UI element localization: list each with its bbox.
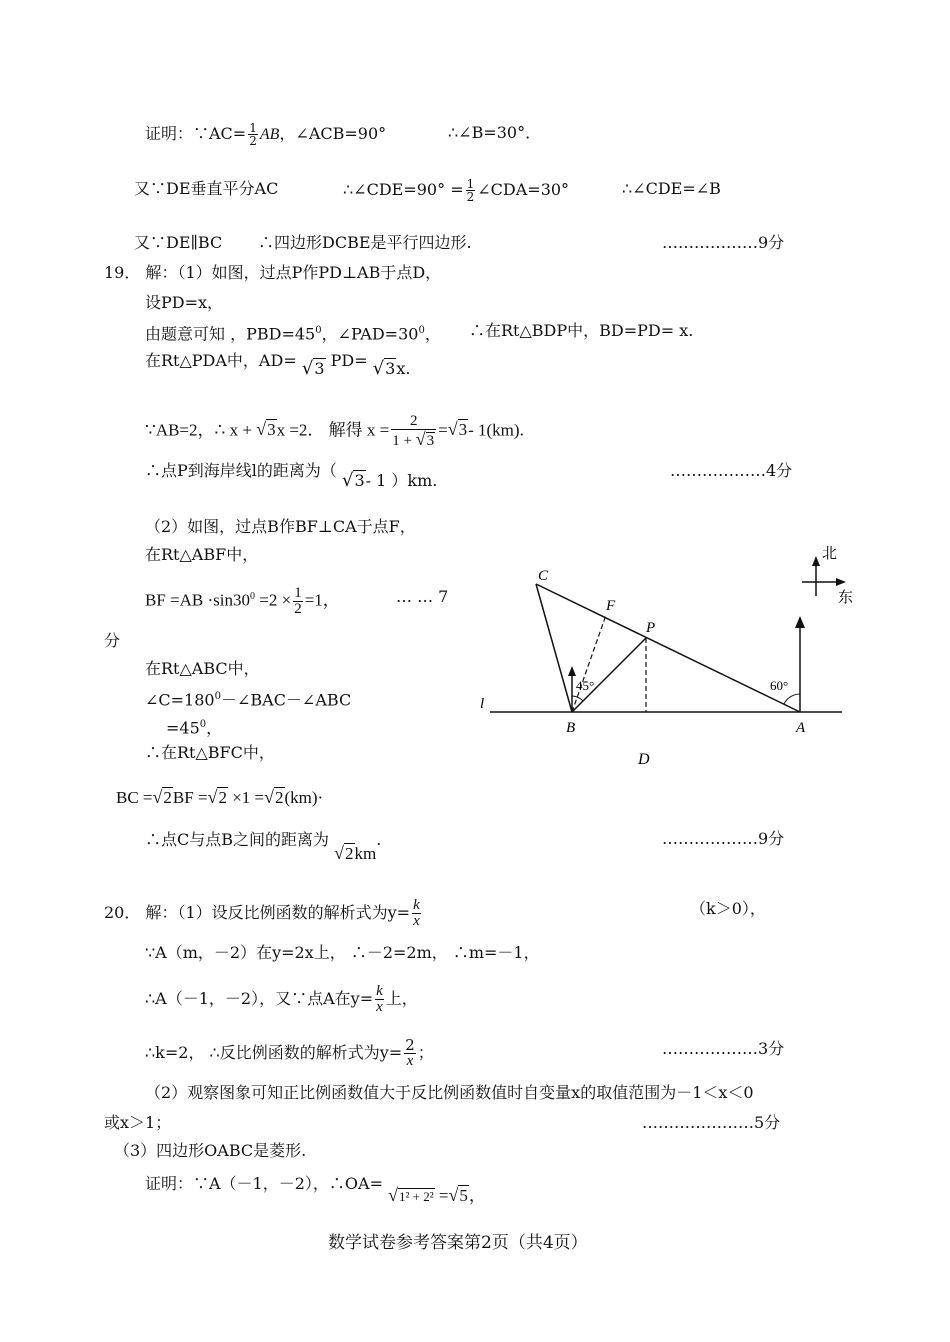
q19-part2: （2）如图，过点B作BF⊥CA于点F，	[145, 517, 416, 536]
fraction-k-over-x	[412, 898, 421, 929]
fraction-k-over-x	[375, 984, 384, 1015]
score-9: ………………9分	[662, 829, 785, 848]
label-F: F	[606, 598, 616, 614]
radicand: 3	[314, 359, 325, 378]
q19-line	[145, 828, 382, 863]
text: ∵AB=2，∴ x +	[145, 420, 252, 440]
label-north: 北	[822, 546, 838, 562]
radicand: 2	[218, 788, 227, 807]
proof-line-2-c: ∴∠CDE=∠B	[622, 179, 721, 198]
text: 证明：∵A（－1，－2），∴OA=	[145, 1174, 383, 1193]
denominator: x	[413, 913, 420, 929]
denominator: 2	[294, 601, 302, 618]
q20-line	[145, 984, 418, 1015]
q19-line	[145, 686, 351, 711]
score-3: ………………3分	[662, 1039, 785, 1058]
text: PD=	[330, 351, 368, 370]
angle-arc-60	[784, 694, 800, 704]
numerator: 2	[391, 414, 436, 430]
sqrt-2	[334, 842, 354, 865]
radical-sign: √	[334, 843, 344, 863]
arrowhead	[795, 616, 805, 628]
text: =2 ×	[259, 590, 292, 610]
text: BF =	[172, 788, 208, 807]
radical-sign: √	[448, 1185, 459, 1205]
radical-sign: √	[341, 470, 354, 491]
label-D: D	[638, 751, 650, 768]
text: 1 +	[392, 433, 412, 449]
text: ∴A（－1，－2），又∵点A在y=	[145, 989, 374, 1008]
sqrt-3	[302, 358, 326, 380]
proof-line-1-conclusion: ∴∠B=30°．	[448, 123, 542, 142]
sqrt-2	[153, 786, 173, 809]
label-C: C	[538, 568, 549, 584]
radical-sign: √	[256, 419, 267, 440]
sqrt-3	[448, 418, 468, 441]
distance-value	[334, 844, 376, 863]
q20-header	[104, 898, 423, 929]
label-east: 东	[838, 590, 854, 606]
geometry-figure	[470, 540, 860, 776]
q19-line	[145, 320, 441, 345]
text: ∴k=2， ∴反比例函数的解析式为y=	[145, 1043, 403, 1062]
degree: 0	[199, 719, 207, 730]
fraction-half	[466, 178, 476, 203]
radical-sign: √	[207, 787, 218, 807]
text: 由题意可知 ，PBD=45	[145, 324, 316, 344]
score-7: … … 7	[396, 587, 449, 606]
text: - 1	[365, 471, 387, 490]
denominator: x	[376, 999, 383, 1015]
text: BC =	[116, 788, 153, 807]
text: =	[438, 420, 448, 440]
denominator	[391, 430, 436, 449]
q20-part3: （3）四边形OABC是菱形.	[114, 1141, 307, 1160]
q19-line: 在Rt△ABC中，	[145, 659, 260, 678]
sqrt-3	[256, 418, 276, 441]
label-A: A	[796, 720, 806, 736]
fraction-half	[248, 122, 258, 147]
q20-line: ∵A（m，－2）在y=2x上， ∴－2=2m， ∴m=－1，	[145, 943, 540, 962]
text: .	[376, 830, 382, 849]
numerator: 1	[294, 585, 302, 602]
q20-line	[145, 1038, 434, 1069]
sqrt-2	[208, 786, 228, 809]
segment-CB	[536, 584, 572, 712]
sqrt-3	[373, 358, 397, 380]
radical-sign: √	[388, 1185, 398, 1205]
degree: 0	[418, 325, 425, 336]
numerator: 2	[405, 1036, 415, 1054]
text: x =	[366, 420, 390, 440]
sqrt-3	[416, 430, 435, 449]
text: 上，	[385, 989, 418, 1008]
numerator: 1	[466, 177, 475, 191]
text: km	[354, 844, 377, 863]
text: ；	[417, 1043, 434, 1062]
score-9: ………………9分	[662, 233, 785, 252]
fraction-solution	[391, 414, 436, 449]
q19-line: ∴在Rt△BFC中，	[145, 743, 275, 762]
angle-arc-45	[572, 696, 583, 701]
ab-label: AB	[259, 126, 280, 143]
text: BF =AB ·sin30	[145, 590, 250, 610]
radicand: 3	[385, 359, 396, 378]
page-footer: 数学试卷参考答案第2页（共4页）	[328, 1233, 588, 1253]
score-4: ………………4分	[670, 461, 793, 480]
numerator: k	[376, 983, 383, 999]
text: =	[438, 1186, 449, 1205]
angle-45-label: 45°	[576, 678, 595, 693]
text: ∠C=180	[145, 690, 215, 710]
text: (km)·	[284, 788, 324, 807]
numerator: 1	[249, 121, 257, 135]
q19-line	[145, 460, 438, 491]
arrowhead	[812, 556, 820, 566]
radical-sign: √	[415, 429, 426, 449]
text: x =2． 解得	[276, 420, 363, 440]
q20-line: 或x＞1；	[104, 1113, 172, 1132]
radical-sign: √	[152, 787, 163, 807]
proof-line-1	[145, 122, 386, 147]
text: ，∠ACB=90°	[279, 124, 387, 143]
text: －∠BAC－∠ABC	[220, 690, 352, 710]
q20-line	[145, 1172, 486, 1205]
degree: 0	[214, 691, 221, 702]
radicand: 5	[459, 1186, 468, 1205]
q19-header: 19． 解：（1）如图，过点P作PD⊥AB于点D，	[104, 263, 442, 282]
label-B: B	[566, 720, 576, 736]
radical-sign: √	[264, 787, 275, 807]
q20-part2: （2）观察图象可知正比例函数值大于反比例函数值时自变量x的取值范围为－1＜x＜0	[145, 1083, 754, 1102]
numerator: k	[413, 897, 420, 913]
text: ∴点C与点B之间的距离为	[145, 830, 330, 849]
proof-line-3-b: ∴四边形DCBE是平行四边形.	[258, 233, 472, 252]
radical-sign: √	[301, 358, 314, 379]
q20-condition: （k＞0），	[690, 899, 766, 918]
label-l: l	[480, 696, 485, 712]
degree: 0	[250, 591, 255, 602]
q19-line: 设PD=x，	[145, 293, 224, 312]
proof-line-2: 又∵DE垂直平分AC	[134, 179, 279, 198]
arrowhead	[568, 666, 576, 676]
q19-line	[166, 714, 222, 739]
fraction-2-over-x	[404, 1038, 416, 1069]
text: ）km.	[391, 471, 438, 490]
text: =45	[166, 718, 200, 738]
denominator: x	[406, 1053, 414, 1069]
text: - 1(km).	[468, 420, 524, 440]
proof-line-2-b	[343, 178, 569, 203]
arrowhead	[836, 578, 846, 586]
degree: 0	[315, 325, 322, 336]
text: ，∠PAD=30	[321, 324, 419, 344]
radicand: 3	[426, 433, 435, 449]
q19-equation	[145, 586, 340, 617]
text: 20． 解：（1）设反比例函数的解析式为y=	[104, 903, 411, 922]
text: =	[450, 180, 464, 199]
q19-equation	[116, 786, 323, 809]
text: ∴∠CDE=90°	[343, 180, 446, 199]
radical-sign: √	[447, 419, 458, 440]
radicand: 2	[275, 788, 284, 807]
q19-equation	[145, 414, 524, 449]
q19-line: 在Rt△ABF中，	[145, 545, 259, 564]
label-P: P	[646, 620, 656, 636]
denominator: 2	[249, 134, 257, 148]
text: ，	[206, 718, 223, 738]
text: 证明：∵AC=	[145, 124, 247, 143]
oa-value	[388, 1186, 486, 1205]
text: ∠CDA=30°	[477, 180, 570, 199]
radicand: 3	[458, 420, 468, 440]
proof-line-3: 又∵DE∥BC	[134, 233, 223, 252]
q19-line: ∴在Rt△BDP中，BD=PD= x.	[469, 321, 694, 340]
radicand: 3	[354, 471, 365, 490]
radicand: 3	[267, 420, 276, 440]
text: ，	[424, 324, 441, 344]
sqrt-3	[342, 470, 366, 492]
radical-sign: √	[372, 358, 385, 379]
text: ∴点P到海岸线l的距离为（	[145, 461, 337, 480]
denominator: 2	[466, 190, 475, 204]
sqrt-5	[448, 1184, 468, 1207]
radicand: 1² + 2²	[398, 1189, 434, 1204]
text: =1，	[304, 590, 340, 610]
radicand: 2	[163, 788, 172, 807]
radicand: 2	[345, 844, 354, 863]
angle-60-label: 60°	[770, 678, 789, 693]
score-7-unit: 分	[104, 631, 121, 650]
q19-line	[145, 350, 411, 379]
text: x.	[396, 359, 411, 378]
text: 在Rt△PDA中，AD=	[145, 351, 297, 370]
fraction-half	[293, 586, 303, 617]
text: ，	[468, 1186, 486, 1205]
sqrt-2	[264, 786, 284, 809]
score-5: …………………5分	[642, 1113, 781, 1132]
sqrt-sum	[388, 1184, 435, 1208]
text: ×1 =	[232, 788, 265, 807]
